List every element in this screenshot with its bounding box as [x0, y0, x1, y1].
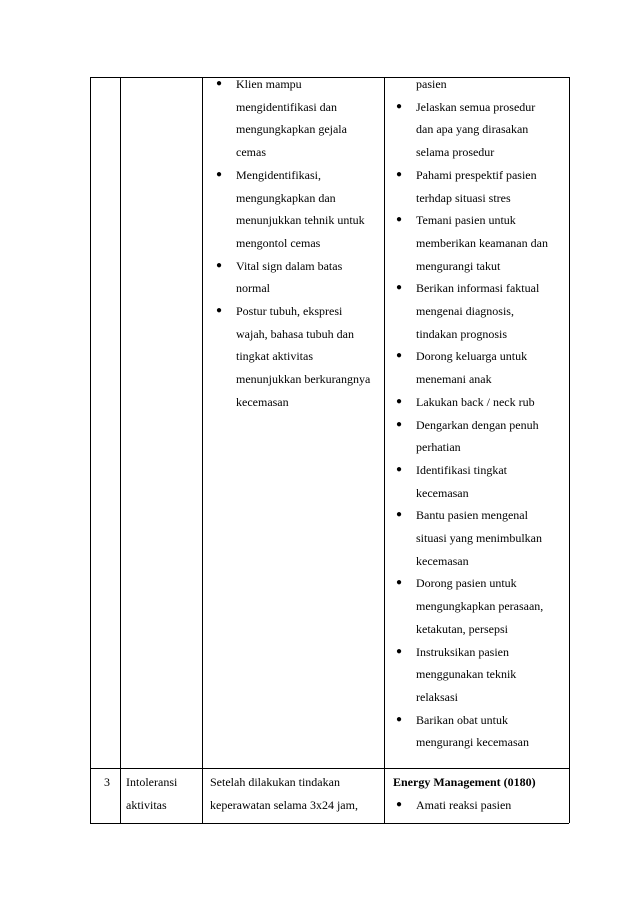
intervention-item-line: kecemasan: [416, 553, 469, 568]
bullet-icon: [396, 459, 402, 482]
criteria-item-line: Postur tubuh, ekspresi: [236, 304, 343, 318]
criteria-item-line: tingkat aktivitas: [236, 349, 313, 364]
bullet-icon: [396, 345, 402, 368]
criteria-item-line: Klien mampu: [236, 77, 302, 91]
outcome-criteria-text: keperawatan selama 3x24 jam,: [210, 797, 358, 812]
bullet-icon: [396, 277, 402, 300]
intervention-item-line: tindakan prognosis: [416, 326, 507, 341]
intervention-item-line: Barikan obat untuk: [416, 712, 508, 727]
intervention-item-line: mengenai diagnosis,: [416, 304, 514, 318]
bullet-icon: [396, 794, 402, 817]
intervention-item-line: relaksasi: [416, 689, 458, 704]
intervention-item-line: Temani pasien untuk: [416, 213, 516, 228]
column-border: [90, 77, 91, 823]
criteria-item-line: mengungkapkan gejala: [236, 122, 347, 137]
intervention-item-line: perhatian: [416, 440, 461, 455]
bullet-icon: [396, 391, 402, 414]
bullet-icon: [396, 96, 402, 119]
intervention-item-line: Dengarkan dengan penuh: [416, 417, 539, 432]
intervention-item-line: mengungkapkan perasaan,: [416, 599, 544, 614]
bullet-icon: [396, 572, 402, 595]
intervention-item-line: ketakutan, persepsi: [416, 621, 508, 636]
bullet-icon: [396, 709, 402, 732]
intervention-item-line: Dorong keluarga untuk: [416, 349, 528, 364]
intervention-item-line: terhdap situasi stres: [416, 190, 511, 205]
intervention-item-line: Dorong pasien untuk: [416, 576, 517, 591]
diagnosis-text: Intoleransi: [126, 775, 178, 789]
intervention-item-line: menemani anak: [416, 372, 492, 387]
bullet-icon: [216, 73, 222, 96]
intervention-item-line: Instruksikan pasien: [416, 644, 509, 659]
outcome-criteria-text: Setelah dilakukan tindakan: [210, 775, 340, 789]
criteria-item-line: mengontol cemas: [236, 235, 321, 250]
column-border: [569, 77, 570, 823]
criteria-item-line: mengungkapkan dan: [236, 190, 336, 205]
bullet-icon: [396, 164, 402, 187]
intervention-item-line: Bantu pasien mengenal: [416, 508, 528, 523]
intervention-continuation: pasien: [416, 77, 447, 91]
intervention-item-line: situasi yang menimbulkan: [416, 531, 542, 545]
criteria-item-line: kecemasan: [236, 394, 289, 409]
intervention-item-line: kecemasan: [416, 485, 469, 500]
intervention-item-line: menggunakan teknik: [416, 667, 517, 682]
row-border: [90, 77, 569, 78]
row-border: [90, 823, 569, 824]
intervention-item-line: memberikan keamanan dan: [416, 235, 548, 250]
diagnosis-text: aktivitas: [126, 797, 167, 812]
criteria-item-line: wajah, bahasa tubuh dan: [236, 326, 354, 341]
intervention-item-line: Jelaskan semua prosedur: [416, 99, 536, 114]
bullet-icon: [396, 414, 402, 437]
intervention-item-line: Pahami prespektif pasien: [416, 167, 537, 182]
criteria-item-line: cemas: [236, 145, 266, 160]
criteria-item-line: menunjukkan tehnik untuk: [236, 213, 365, 228]
intervention-item-line: mengurangi kecemasan: [416, 735, 529, 750]
intervention-item-line: Lakukan back / neck rub: [416, 394, 535, 409]
bullet-icon: [216, 164, 222, 187]
intervention-item-line: Amati reaksi pasien: [416, 797, 512, 812]
row-border: [90, 768, 569, 769]
column-border: [120, 77, 121, 823]
criteria-item-line: Vital sign dalam batas: [236, 258, 343, 273]
row-number: 3: [104, 775, 110, 789]
intervention-title: Energy Management (0180): [393, 775, 536, 789]
bullet-icon: [396, 504, 402, 527]
criteria-item-line: menunjukkan berkurangnya: [236, 372, 371, 387]
bullet-icon: [396, 641, 402, 664]
column-border: [384, 77, 385, 823]
intervention-item-line: selama prosedur: [416, 145, 495, 160]
bullet-icon: [216, 300, 222, 323]
criteria-item-line: mengidentifikasi dan: [236, 99, 337, 114]
bullet-icon: [396, 209, 402, 232]
column-border: [202, 77, 203, 823]
criteria-item-line: normal: [236, 281, 270, 296]
intervention-item-line: Berikan informasi faktual: [416, 281, 540, 296]
bullet-icon: [216, 255, 222, 278]
intervention-item-line: mengurangi takut: [416, 258, 501, 273]
criteria-item-line: Mengidentifikasi,: [236, 167, 321, 182]
intervention-item-line: dan apa yang dirasakan: [416, 122, 529, 137]
intervention-item-line: Identifikasi tingkat: [416, 462, 507, 477]
